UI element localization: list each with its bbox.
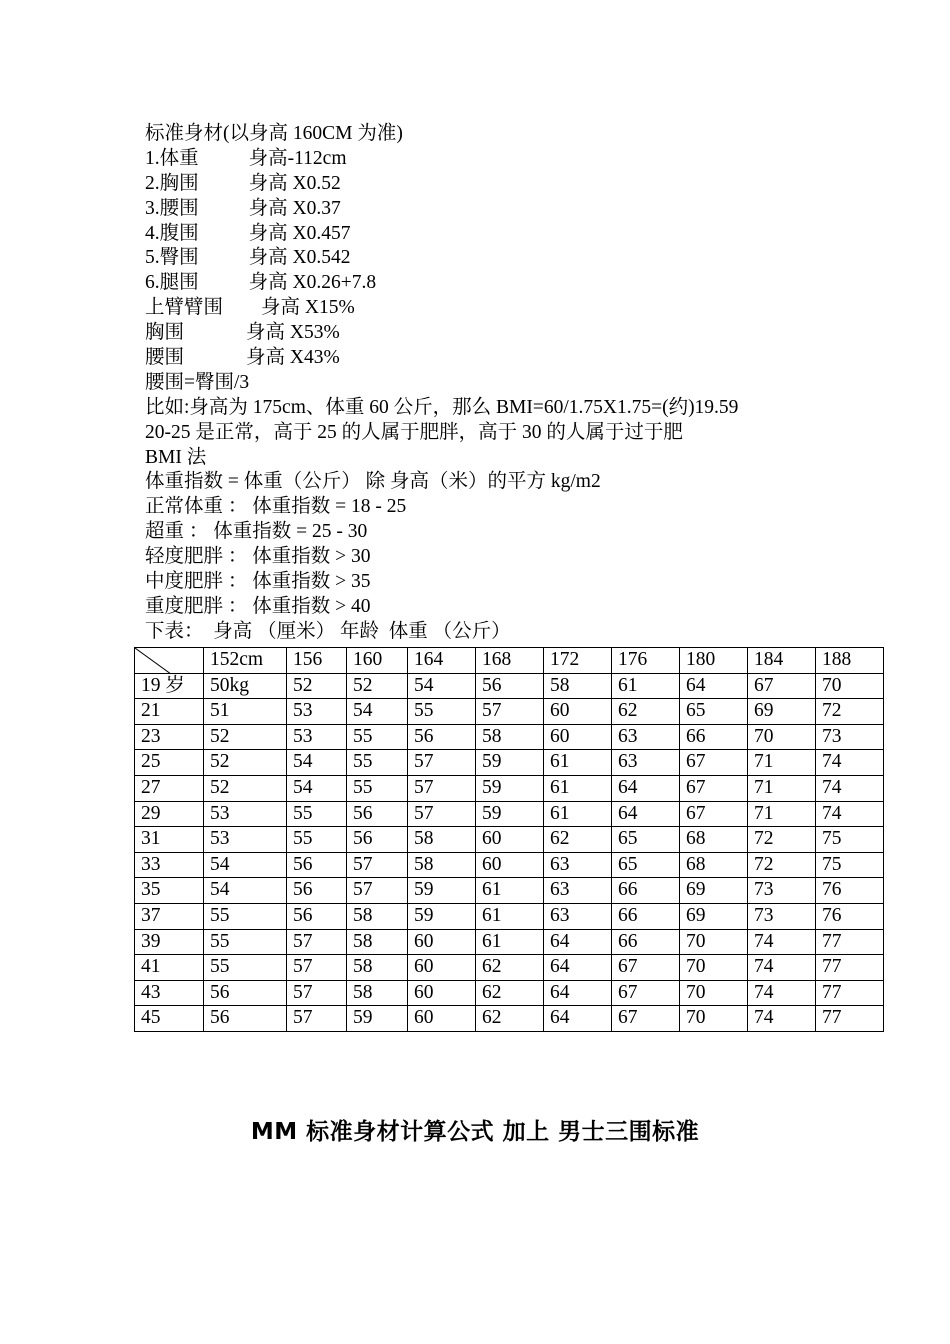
category-value: 体重指数 = 18 - 25	[252, 496, 407, 518]
formula-hips	[145, 246, 738, 271]
weight-cell: 74	[748, 955, 816, 981]
formula-waist	[145, 197, 738, 222]
weight-cell: 64	[612, 775, 680, 801]
weight-cell: 58	[347, 929, 408, 955]
weight-table	[134, 647, 884, 1032]
weight-cell: 52	[204, 724, 287, 750]
age-cell: 19 岁	[135, 673, 204, 699]
weight-cell: 75	[816, 827, 884, 853]
table-row	[135, 878, 884, 904]
weight-cell: 55	[287, 827, 347, 853]
table-row	[135, 724, 884, 750]
weight-cell: 62	[612, 699, 680, 725]
bmi-method: BMI 法	[145, 446, 207, 468]
corner-cell	[135, 648, 204, 674]
weight-cell: 70	[816, 673, 884, 699]
category-mild-obese	[145, 545, 738, 570]
weight-cell: 73	[748, 878, 816, 904]
age-cell: 41	[135, 955, 204, 981]
category-normal	[145, 495, 738, 520]
category-label: 中度肥胖 ：	[145, 571, 248, 593]
table-caption: 下表： 身高 （厘米） 年龄 体重 （公斤）	[145, 620, 511, 642]
weight-cell: 60	[408, 980, 476, 1006]
weight-cell: 64	[680, 673, 748, 699]
weight-cell: 66	[612, 929, 680, 955]
weight-cell: 61	[544, 750, 612, 776]
weight-cell: 55	[347, 724, 408, 750]
height-header: 172	[544, 648, 612, 674]
weight-cell: 66	[612, 903, 680, 929]
weight-cell: 76	[816, 903, 884, 929]
weight-cell: 60	[408, 929, 476, 955]
weight-cell: 54	[347, 699, 408, 725]
weight-cell: 64	[544, 929, 612, 955]
bmi-example: 比如:身高为 175cm、体重 60 公斤，那么 BMI=60/1.75X1.75=(约)19.59	[145, 396, 739, 418]
weight-cell: 65	[612, 852, 680, 878]
weight-cell: 62	[476, 980, 544, 1006]
weight-cell: 70	[748, 724, 816, 750]
formula-chest	[145, 172, 738, 197]
weight-cell: 56	[287, 903, 347, 929]
height-header: 156	[287, 648, 347, 674]
weight-cell: 54	[204, 878, 287, 904]
weight-cell: 60	[476, 852, 544, 878]
weight-cell: 71	[748, 801, 816, 827]
formula-abdomen	[145, 222, 738, 247]
height-header: 188	[816, 648, 884, 674]
weight-cell: 63	[544, 878, 612, 904]
weight-cell: 64	[612, 801, 680, 827]
weight-cell: 59	[476, 775, 544, 801]
weight-cell: 52	[204, 750, 287, 776]
table-row	[135, 903, 884, 929]
weight-cell: 55	[408, 699, 476, 725]
weight-cell: 58	[347, 903, 408, 929]
formula-label: 4.腹围	[145, 222, 199, 244]
formula-value: 身高 X0.542	[248, 247, 351, 269]
age-cell: 25	[135, 750, 204, 776]
weight-cell: 77	[816, 980, 884, 1006]
weight-cell: 57	[476, 699, 544, 725]
weight-cell: 62	[476, 955, 544, 981]
weight-cell: 77	[816, 1006, 884, 1032]
table-row	[135, 775, 884, 801]
men-label: 上臂臂围	[145, 297, 224, 319]
bmi-range-note: 20-25 是正常，高于 25 的人属于肥胖，高于 30 的人属于过于肥	[145, 421, 683, 443]
table-row	[135, 929, 884, 955]
weight-cell: 57	[287, 980, 347, 1006]
weight-cell: 58	[408, 827, 476, 853]
weight-cell: 56	[287, 878, 347, 904]
weight-cell: 52	[287, 673, 347, 699]
weight-cell: 54	[287, 750, 347, 776]
weight-cell: 67	[612, 1006, 680, 1032]
age-cell: 39	[135, 929, 204, 955]
weight-cell: 57	[347, 878, 408, 904]
weight-cell: 56	[287, 852, 347, 878]
category-label: 轻度肥胖 ：	[145, 546, 248, 568]
men-label: 腰围	[145, 347, 185, 369]
table-row	[135, 699, 884, 725]
weight-cell: 60	[476, 827, 544, 853]
weight-cell: 56	[408, 724, 476, 750]
weight-cell: 59	[408, 878, 476, 904]
height-header: 152cm	[204, 648, 287, 674]
weight-cell: 68	[680, 827, 748, 853]
age-cell: 35	[135, 878, 204, 904]
men-value: 身高 X15%	[261, 297, 355, 319]
weight-cell: 61	[476, 929, 544, 955]
formula-value: 身高 X0.37	[248, 197, 341, 219]
weight-cell: 63	[612, 724, 680, 750]
weight-cell: 72	[748, 852, 816, 878]
age-cell: 37	[135, 903, 204, 929]
height-header: 160	[347, 648, 408, 674]
age-cell: 43	[135, 980, 204, 1006]
weight-cell: 74	[816, 775, 884, 801]
formula-label: 3.腰围	[145, 197, 199, 219]
weight-cell: 56	[476, 673, 544, 699]
weight-cell: 57	[287, 955, 347, 981]
men-label: 胸围	[145, 322, 185, 344]
weight-cell: 70	[680, 929, 748, 955]
category-severe-obese	[145, 595, 738, 620]
formula-value: 身高 X0.26+7.8	[248, 272, 377, 294]
category-overweight	[145, 520, 738, 545]
weight-cell: 58	[408, 852, 476, 878]
height-header: 168	[476, 648, 544, 674]
weight-cell: 54	[287, 775, 347, 801]
table-row	[135, 980, 884, 1006]
weight-cell: 58	[347, 980, 408, 1006]
weight-cell: 60	[544, 699, 612, 725]
weight-cell: 75	[816, 852, 884, 878]
height-header: 184	[748, 648, 816, 674]
weight-cell: 61	[476, 903, 544, 929]
formula-label: 2.胸围	[145, 172, 199, 194]
weight-cell: 64	[544, 1006, 612, 1032]
age-cell: 21	[135, 699, 204, 725]
age-cell: 45	[135, 1006, 204, 1032]
category-value: 体重指数 > 30	[252, 546, 371, 568]
weight-cell: 50kg	[204, 673, 287, 699]
weight-cell: 62	[476, 1006, 544, 1032]
weight-cell: 57	[408, 775, 476, 801]
weight-cell: 51	[204, 699, 287, 725]
weight-cell: 74	[748, 1006, 816, 1032]
weight-cell: 67	[748, 673, 816, 699]
bmi-definition: 体重指数 = 体重（公斤） 除 身高（米）的平方 kg/m2	[145, 471, 601, 493]
weight-cell: 56	[204, 980, 287, 1006]
men-value: 身高 X53%	[246, 322, 340, 344]
weight-cell: 67	[680, 750, 748, 776]
weight-cell: 57	[347, 852, 408, 878]
table-row	[135, 750, 884, 776]
formula-label: 6.腿围	[145, 272, 199, 294]
weight-cell: 71	[748, 750, 816, 776]
formula-weight	[145, 147, 738, 172]
weight-cell: 56	[347, 801, 408, 827]
age-cell: 31	[135, 827, 204, 853]
formula-thigh	[145, 271, 738, 296]
weight-cell: 53	[204, 827, 287, 853]
document-body	[145, 122, 738, 645]
weight-cell: 77	[816, 929, 884, 955]
weight-cell: 74	[748, 929, 816, 955]
age-cell: 33	[135, 852, 204, 878]
category-value: 体重指数 = 25 - 30	[213, 521, 368, 543]
weight-cell: 63	[544, 903, 612, 929]
weight-cell: 67	[680, 801, 748, 827]
age-cell: 27	[135, 775, 204, 801]
table-row	[135, 852, 884, 878]
weight-cell: 67	[612, 980, 680, 1006]
weight-cell: 59	[408, 903, 476, 929]
table-row	[135, 955, 884, 981]
weight-cell: 57	[287, 929, 347, 955]
weight-cell: 74	[816, 750, 884, 776]
weight-cell: 61	[544, 801, 612, 827]
weight-cell: 67	[680, 775, 748, 801]
weight-cell: 60	[408, 1006, 476, 1032]
weight-cell: 73	[816, 724, 884, 750]
age-cell: 29	[135, 801, 204, 827]
intro-title: 标准身材(以身高 160CM 为准)	[145, 123, 403, 144]
weight-cell: 57	[408, 750, 476, 776]
weight-cell: 52	[347, 673, 408, 699]
weight-cell: 62	[544, 827, 612, 853]
weight-cell: 73	[748, 903, 816, 929]
weight-cell: 70	[680, 955, 748, 981]
weight-cell: 69	[748, 699, 816, 725]
weight-cell: 74	[748, 980, 816, 1006]
table-row	[135, 673, 884, 699]
weight-cell: 57	[287, 1006, 347, 1032]
height-header: 180	[680, 648, 748, 674]
weight-cell: 55	[347, 775, 408, 801]
formula-label: 5.臀围	[145, 247, 199, 269]
weight-cell: 58	[544, 673, 612, 699]
weight-cell: 55	[204, 903, 287, 929]
weight-cell: 54	[408, 673, 476, 699]
weight-cell: 52	[204, 775, 287, 801]
weight-cell: 58	[476, 724, 544, 750]
weight-cell: 72	[748, 827, 816, 853]
weight-cell: 53	[204, 801, 287, 827]
formula-value: 身高 X0.52	[248, 172, 341, 194]
weight-cell: 67	[612, 955, 680, 981]
weight-cell: 70	[680, 1006, 748, 1032]
weight-cell: 72	[816, 699, 884, 725]
weight-cell: 55	[287, 801, 347, 827]
category-value: 体重指数 > 40	[252, 595, 371, 617]
weight-cell: 55	[347, 750, 408, 776]
formula-value: 身高-112cm	[248, 147, 347, 169]
weight-cell: 70	[680, 980, 748, 1006]
weight-cell: 56	[204, 1006, 287, 1032]
weight-cell: 60	[544, 724, 612, 750]
category-value: 体重指数 > 35	[252, 571, 371, 593]
category-moderate-obese	[145, 570, 738, 595]
height-header: 176	[612, 648, 680, 674]
weight-cell: 68	[680, 852, 748, 878]
weight-cell: 69	[680, 903, 748, 929]
formula-value: 身高 X0.457	[248, 222, 351, 244]
weight-cell: 55	[204, 955, 287, 981]
weight-cell: 53	[287, 724, 347, 750]
table-body	[135, 673, 884, 1031]
weight-cell: 61	[612, 673, 680, 699]
height-header: 164	[408, 648, 476, 674]
weight-cell: 54	[204, 852, 287, 878]
weight-cell: 59	[476, 801, 544, 827]
category-label: 正常体重 ：	[145, 496, 248, 518]
category-label: 超重 ：	[145, 521, 209, 543]
men-waist	[145, 346, 738, 371]
weight-cell: 65	[680, 699, 748, 725]
table-row	[135, 827, 884, 853]
weight-cell: 64	[544, 980, 612, 1006]
weight-cell: 69	[680, 878, 748, 904]
weight-cell: 66	[680, 724, 748, 750]
age-cell: 23	[135, 724, 204, 750]
diagonal-line-icon	[135, 648, 204, 673]
weight-cell: 61	[544, 775, 612, 801]
waist-rule: 腰围=臀围/3	[145, 371, 250, 393]
table-row	[135, 1006, 884, 1032]
header-row	[135, 648, 884, 674]
men-value: 身高 X43%	[246, 347, 340, 369]
weight-cell: 58	[347, 955, 408, 981]
men-upper-arm	[145, 296, 738, 321]
weight-cell: 57	[408, 801, 476, 827]
weight-cell: 60	[408, 955, 476, 981]
men-chest	[145, 321, 738, 346]
weight-cell: 53	[287, 699, 347, 725]
weight-cell: 55	[204, 929, 287, 955]
weight-cell: 56	[347, 827, 408, 853]
formula-label: 1.体重	[145, 147, 199, 169]
weight-cell: 74	[816, 801, 884, 827]
weight-cell: 71	[748, 775, 816, 801]
weight-cell: 64	[544, 955, 612, 981]
table-header	[135, 648, 884, 674]
weight-cell: 59	[476, 750, 544, 776]
footer-title: MM 标准身材计算公式 加上 男士三围标准	[250, 1119, 700, 1145]
weight-cell: 77	[816, 955, 884, 981]
weight-cell: 61	[476, 878, 544, 904]
weight-cell: 63	[612, 750, 680, 776]
category-label: 重度肥胖 ：	[145, 595, 248, 617]
weight-cell: 76	[816, 878, 884, 904]
weight-cell: 59	[347, 1006, 408, 1032]
table-row	[135, 801, 884, 827]
weight-cell: 65	[612, 827, 680, 853]
weight-cell: 63	[544, 852, 612, 878]
weight-cell: 66	[612, 878, 680, 904]
